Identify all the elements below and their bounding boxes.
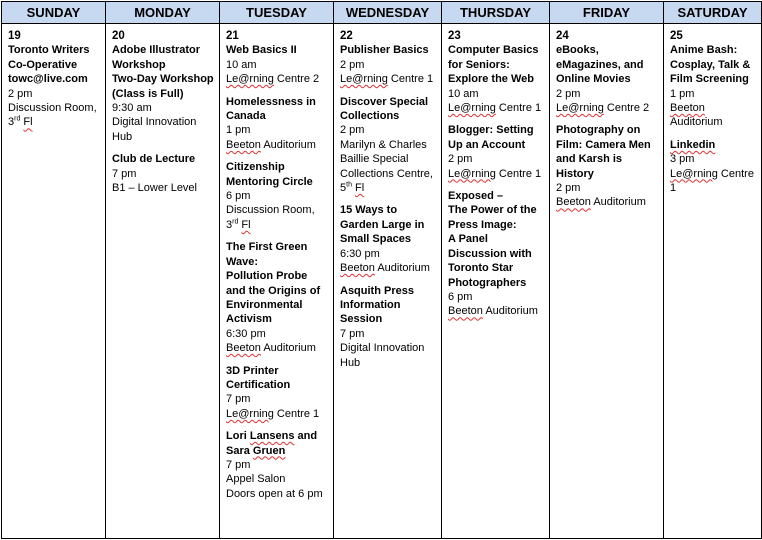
event-detail: Discussion Room, 3rd Fl	[8, 102, 97, 129]
event-detail: Beeton Auditorium	[226, 138, 316, 151]
event-title: towc@live.com	[8, 73, 88, 86]
event-detail: B1 – Lower Level	[112, 182, 197, 195]
day-cell-tuesday	[220, 24, 334, 539]
event-item	[8, 43, 101, 129]
event-detail: 10 am	[448, 87, 479, 100]
event-detail: Marilyn & Charles Baillie Special Collections Centre, 5th Fl	[340, 138, 433, 195]
event-title: The First Green Wave:	[226, 241, 308, 268]
event-detail: Le@rning Centre 1	[670, 167, 754, 195]
day-content	[664, 24, 761, 195]
event-detail: 2 pm	[448, 153, 473, 166]
event-detail: 6 pm	[226, 190, 251, 203]
header-thursday: THURSDAY	[442, 2, 550, 24]
event-title: 3D Printer Certification	[226, 364, 291, 391]
event-title: Toronto Writers Co-Operative	[8, 44, 90, 71]
event-title: 15 Ways to Garden Large in Small Spaces	[340, 204, 425, 246]
event-detail: 7 pm	[226, 393, 251, 406]
event-item	[226, 160, 329, 232]
event-item	[340, 43, 437, 86]
event-detail: 6:30 pm	[226, 327, 266, 340]
event-detail: 2 pm	[8, 87, 33, 100]
event-detail: Doors open at 6 pm	[226, 487, 323, 500]
event-item	[670, 138, 757, 196]
event-detail: 10 am	[226, 58, 257, 71]
header-friday: FRIDAY	[550, 2, 664, 24]
event-title: A Panel Discussion with Toronto Star Photographers	[448, 233, 532, 289]
header-sunday: SUNDAY	[2, 2, 106, 24]
event-detail: Discussion Room, 3rd Fl	[226, 204, 315, 231]
day-number: 25	[670, 30, 683, 42]
event-title: Citizenship Mentoring Circle	[226, 161, 313, 188]
event-title: Discover Special Collections	[340, 95, 429, 123]
event-title: Homelessness in Canada	[226, 95, 316, 123]
event-detail: 6:30 pm	[340, 247, 380, 260]
header-wednesday: WEDNESDAY	[334, 2, 442, 24]
event-title: Asquith Press Information Session	[340, 284, 414, 326]
event-title: Adobe Illustrator Workshop	[112, 44, 201, 71]
event-detail: 6 pm	[448, 290, 473, 303]
event-detail: Beeton Auditorium	[556, 196, 646, 209]
event-item	[448, 189, 545, 319]
event-detail: 3 pm	[670, 153, 695, 166]
day-content	[334, 24, 441, 370]
day-content	[550, 24, 663, 210]
week-row	[2, 24, 762, 539]
header-saturday: SATURDAY	[664, 2, 762, 24]
event-title: Linkedin	[670, 138, 716, 151]
event-title: Two-Day Workshop (Class is Full)	[112, 73, 214, 100]
day-content	[2, 24, 105, 130]
event-detail: Le@rning Centre 2	[226, 73, 320, 86]
event-item	[340, 284, 437, 370]
event-detail: Le@rning Centre 1	[448, 102, 542, 115]
day-number: 22	[340, 30, 353, 42]
event-item	[226, 364, 329, 422]
day-number: 23	[448, 30, 461, 42]
event-title: Exposed –	[448, 190, 504, 203]
event-title: eBooks, eMagazines, and Online Movies	[556, 44, 644, 86]
event-title: Web Basics II	[226, 44, 297, 57]
day-cell-monday	[106, 24, 220, 539]
day-content	[442, 24, 549, 319]
event-title: Photography on Film: Camera Men and Karsh is History	[556, 124, 651, 180]
event-detail: 7 pm	[112, 167, 137, 180]
event-detail: Le@rning Centre 1	[340, 73, 434, 86]
day-cell-saturday	[664, 24, 762, 539]
event-title: Lori Lansens and Sara Gruen	[226, 430, 318, 457]
event-title: Blogger: Setting Up an Account	[448, 124, 534, 151]
event-detail: 7 pm	[340, 327, 365, 340]
day-cell-thursday	[442, 24, 550, 539]
event-detail: Beeton Auditorium	[448, 305, 538, 318]
event-detail: Beeton Auditorium	[670, 102, 723, 129]
event-title: The Power of the Press Image:	[448, 204, 537, 231]
event-item	[226, 429, 329, 501]
day-number: 24	[556, 30, 569, 42]
event-title: Pollution Probe and the Origins of Environmental Activism	[226, 270, 321, 326]
event-detail: 1 pm	[670, 87, 695, 100]
event-detail: Appel Salon	[226, 473, 286, 486]
header-tuesday: TUESDAY	[220, 2, 334, 24]
event-title: Computer Basics for Seniors: Explore the Web	[448, 44, 539, 86]
event-item	[112, 152, 215, 195]
day-content	[220, 24, 333, 501]
event-detail: 2 pm	[556, 182, 581, 195]
event-item	[226, 95, 329, 153]
event-detail: 1 pm	[226, 124, 251, 137]
event-detail: 9:30 am	[112, 102, 152, 115]
event-detail: Le@rning Centre 1	[448, 167, 542, 180]
day-cell-wednesday	[334, 24, 442, 539]
day-number: 21	[226, 30, 239, 42]
day-content	[106, 24, 219, 195]
event-detail: 2 pm	[340, 124, 365, 137]
event-detail: Beeton Auditorium	[226, 342, 316, 355]
weekday-header-row	[2, 2, 762, 24]
day-cell-friday	[550, 24, 664, 539]
calendar-table	[1, 1, 762, 539]
event-item	[112, 43, 215, 144]
event-detail: 7 pm	[226, 458, 251, 471]
event-title: Publisher Basics	[340, 44, 429, 57]
event-detail: 2 pm	[556, 87, 581, 100]
day-cell-sunday	[2, 24, 106, 539]
event-item	[448, 43, 545, 115]
header-monday: MONDAY	[106, 2, 220, 24]
event-item	[226, 240, 329, 355]
event-detail: Beeton Auditorium	[340, 262, 430, 275]
event-item	[226, 43, 329, 86]
day-number: 20	[112, 30, 125, 42]
event-title: Anime Bash: Cosplay, Talk & Film Screening	[670, 44, 751, 86]
event-item	[670, 43, 757, 129]
event-detail: Le@rning Centre 1	[226, 407, 320, 420]
event-item	[556, 43, 659, 115]
event-detail: Le@rning Centre 2	[556, 102, 650, 115]
event-detail: Digital Innovation Hub	[340, 342, 425, 369]
event-title: Club de Lecture	[112, 153, 196, 166]
event-item	[340, 203, 437, 275]
day-number: 19	[8, 30, 21, 42]
event-item	[448, 123, 545, 181]
event-detail: Digital Innovation Hub	[112, 116, 197, 143]
event-detail: 2 pm	[340, 58, 365, 71]
event-item	[340, 95, 437, 196]
event-item	[556, 123, 659, 209]
